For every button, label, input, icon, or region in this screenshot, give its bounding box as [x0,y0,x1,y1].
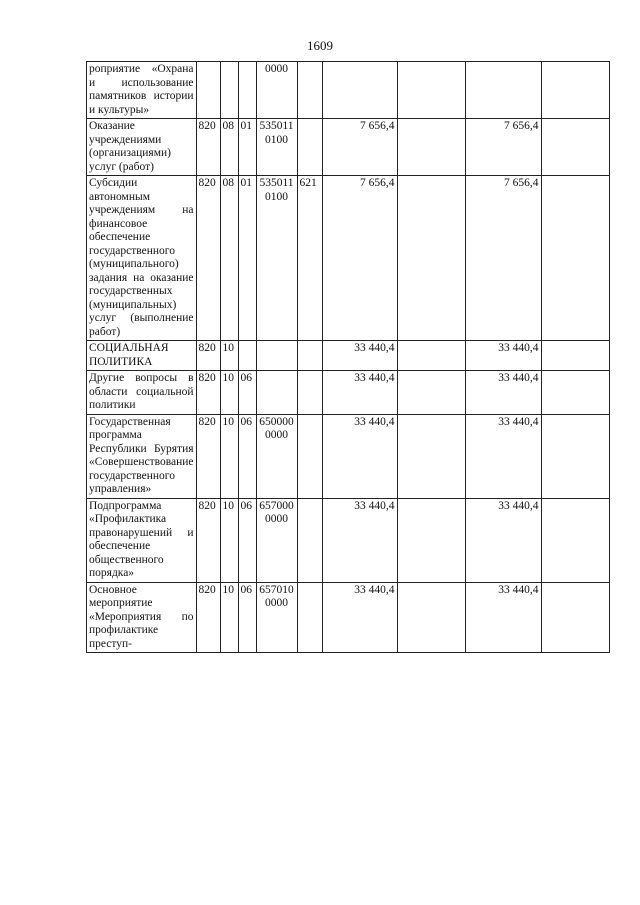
adm-code: 820 [196,371,220,415]
expense-type-code [297,414,322,498]
subsection-code [238,62,256,119]
sum-3: 33 440,4 [465,371,541,415]
row-name: Государственная программа Республики Бурятия «Совершенствование государственного управления» [87,414,197,498]
sum-3: 33 440,4 [465,498,541,582]
subsection-code: 06 [238,498,256,582]
adm-code [196,62,220,119]
table-row [87,371,610,415]
sum-2 [397,498,465,582]
sum-2 [397,119,465,176]
sum-3: 33 440,4 [465,582,541,653]
expense-type-code [297,119,322,176]
sum-1: 33 440,4 [322,341,397,371]
target-article-code [256,371,297,415]
table-row [87,62,610,119]
target-article-code: 6500000000 [256,414,297,498]
sum-2 [397,582,465,653]
row-name: Субсидии автономным учреждениям на финансовое обеспечение государственного (муниципального) задания на оказание государственных (муниципальных) услуг (выполнение работ) [87,176,197,341]
expense-type-code [297,498,322,582]
sum-3 [465,62,541,119]
sum-4 [541,498,609,582]
section-code: 10 [220,341,238,371]
table-row [87,341,610,371]
sum-1: 33 440,4 [322,498,397,582]
subsection-code: 06 [238,414,256,498]
expense-type-code [297,371,322,415]
sum-3: 7 656,4 [465,176,541,341]
target-article-code [256,341,297,371]
sum-4 [541,62,609,119]
row-name: Оказание учреждениями (организациями) услуг (работ) [87,119,197,176]
subsection-code: 06 [238,582,256,653]
table-row [87,498,610,582]
sum-1: 7 656,4 [322,176,397,341]
expense-type-code [297,341,322,371]
sum-4 [541,176,609,341]
sum-1: 33 440,4 [322,582,397,653]
section-code: 10 [220,414,238,498]
sum-1: 33 440,4 [322,414,397,498]
section-code: 10 [220,371,238,415]
sum-4 [541,414,609,498]
target-article-code: 6570100000 [256,582,297,653]
sum-3: 33 440,4 [465,341,541,371]
table-row [87,119,610,176]
table-row [87,176,610,341]
expense-type-code [297,582,322,653]
sum-3: 33 440,4 [465,414,541,498]
target-article-code: 5350110100 [256,176,297,341]
target-article-code: 5350110100 [256,119,297,176]
subsection-code: 01 [238,176,256,341]
section-code: 08 [220,176,238,341]
sum-1: 7 656,4 [322,119,397,176]
row-name: Другие вопросы в области социальной политики [87,371,197,415]
sum-4 [541,371,609,415]
sum-4 [541,119,609,176]
sum-2 [397,176,465,341]
sum-3: 7 656,4 [465,119,541,176]
section-code: 10 [220,498,238,582]
subsection-code [238,341,256,371]
target-article-code: 0000 [256,62,297,119]
sum-2 [397,414,465,498]
expense-type-code [297,62,322,119]
adm-code: 820 [196,341,220,371]
adm-code: 820 [196,119,220,176]
target-article-code: 6570000000 [256,498,297,582]
sum-4 [541,341,609,371]
subsection-code: 06 [238,371,256,415]
adm-code: 820 [196,176,220,341]
adm-code: 820 [196,414,220,498]
sum-1: 33 440,4 [322,371,397,415]
adm-code: 820 [196,498,220,582]
row-name: роприятие «Охрана и использование памятников истории и культуры» [87,62,197,119]
sum-1 [322,62,397,119]
section-code: 08 [220,119,238,176]
section-code: 10 [220,582,238,653]
row-name: Подпрограмма «Профилактика правонарушений и обеспечение общественного порядка» [87,498,197,582]
sum-2 [397,341,465,371]
expense-type-code: 621 [297,176,322,341]
section-code [220,62,238,119]
row-name: СОЦИАЛЬНАЯ ПОЛИТИКА [87,341,197,371]
subsection-code: 01 [238,119,256,176]
row-name: Основное мероприятие «Мероприятия по профилактике преступ- [87,582,197,653]
table-row [87,582,610,653]
sum-2 [397,371,465,415]
table-row [87,414,610,498]
sum-4 [541,582,609,653]
page-number: 1609 [307,38,333,53]
budget-table [86,61,610,653]
sum-2 [397,62,465,119]
adm-code: 820 [196,582,220,653]
